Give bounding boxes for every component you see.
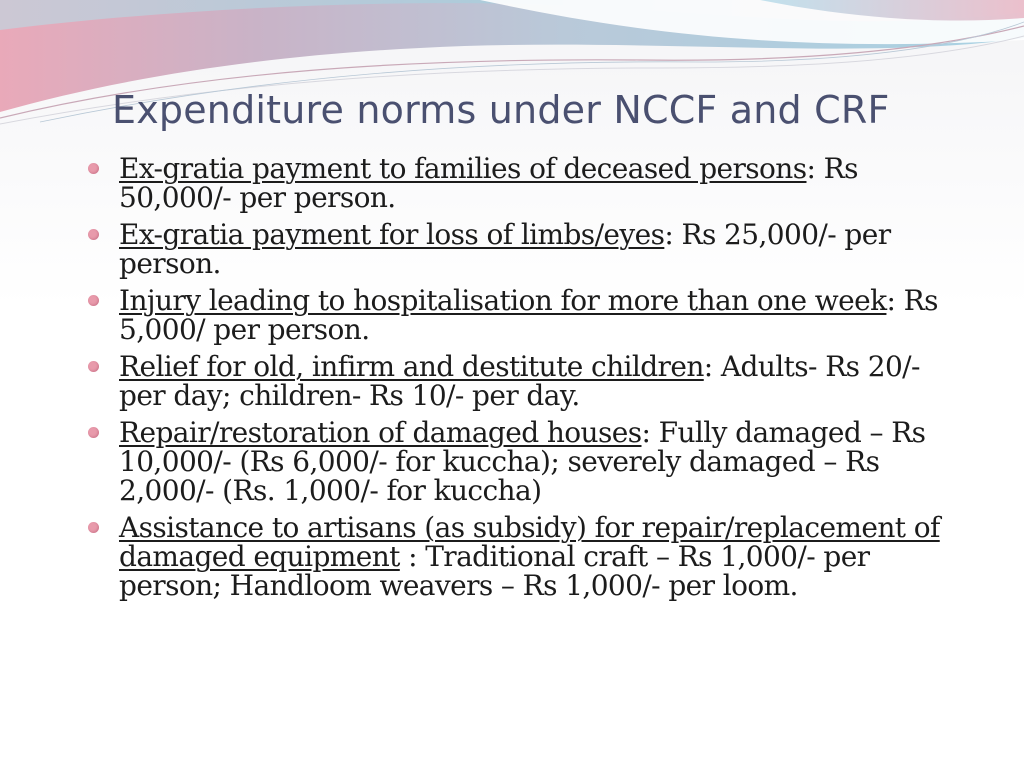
bullet-detail: : Fully damaged – Rs 10,000/- (Rs 6,000/- for kuccha); severely damaged – Rs 2,000/- (Rs. 1,000/- for kuccha) (119, 416, 926, 507)
bullet-item (88, 220, 948, 278)
bullet-item (88, 513, 948, 600)
bullet-icon (88, 229, 99, 240)
slide-title: Expenditure norms under NCCF and CRF (112, 88, 890, 132)
bullet-detail: : Rs 5,000/ per person. (119, 284, 938, 346)
bullet-item (88, 418, 948, 505)
bullet-detail: : Adults- Rs 20/- per day; children- Rs 10/- per day. (119, 350, 920, 412)
bullet-detail: : Traditional craft – Rs 1,000/- per person; Handloom weavers – Rs 1,000/- per loom. (119, 540, 870, 602)
bullet-term: Assistance to artisans (as subsidy) for repair/replacement of damaged equipment (119, 511, 940, 573)
bullet-icon (88, 522, 99, 533)
bullet-term: Repair/restoration of damaged houses (119, 416, 642, 449)
bullet-item (88, 352, 948, 410)
bullet-term: Ex-gratia payment for loss of limbs/eyes (119, 218, 665, 251)
bullet-term: Injury leading to hospitalisation for more than one week (119, 284, 887, 317)
bullet-item (88, 286, 948, 344)
bullet-icon (88, 163, 99, 174)
bullet-term: Relief for old, infirm and destitute children (119, 350, 704, 383)
bullet-icon (88, 295, 99, 306)
bullet-icon (88, 427, 99, 438)
bullet-detail: : Rs 50,000/- per person. (119, 152, 858, 214)
bullet-detail: : Rs 25,000/- per person. (119, 218, 891, 280)
bullet-icon (88, 361, 99, 372)
bullet-item (88, 154, 948, 212)
bullet-list (88, 154, 948, 608)
bullet-term: Ex-gratia payment to families of deceased persons (119, 152, 807, 185)
